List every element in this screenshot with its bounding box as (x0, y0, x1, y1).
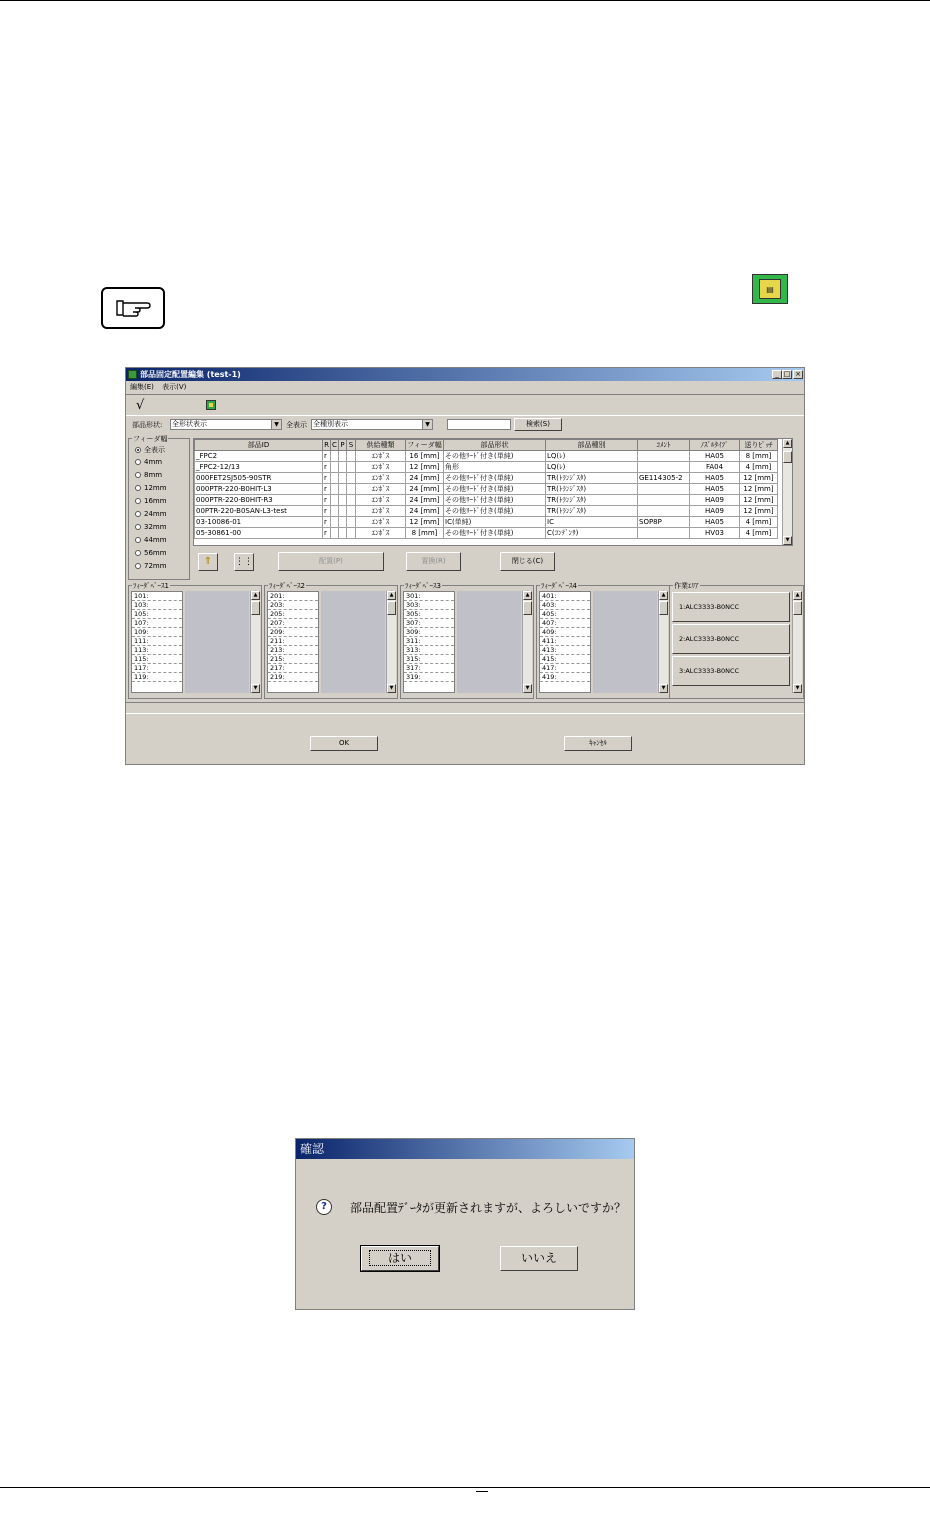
feeder-slot[interactable]: 205: (268, 610, 318, 619)
feeder-base-title: ﾌｨｰﾀﾞﾍﾞｰｽ1 (133, 582, 169, 590)
table-cell (638, 451, 690, 462)
table-cell: 12 [mm] (740, 506, 778, 517)
chevron-down-icon[interactable]: ▼ (422, 420, 432, 429)
table-cell: r (323, 451, 331, 462)
toolbar (126, 394, 804, 416)
table-cell (347, 451, 356, 462)
table-cell: LQ(ﾚ) (546, 451, 638, 462)
table-cell: r (323, 462, 331, 473)
table-cell (339, 484, 347, 495)
table-cell (339, 506, 347, 517)
feeder-slot[interactable]: 101: (132, 592, 182, 601)
table-cell: GE114305-2 (638, 473, 690, 484)
feeder-width-group (128, 435, 190, 580)
menu-view[interactable]: 表示(V) (162, 383, 187, 391)
no-button[interactable]: いいえ (500, 1246, 578, 1271)
table-cell (347, 528, 356, 539)
feeder-slot[interactable]: 115: (132, 655, 182, 664)
table-cell: ｴﾝﾎﾞｽ (356, 528, 406, 539)
table-cell: その他ﾘｰﾄﾞ付き(単純) (444, 506, 546, 517)
table-cell: HA05 (690, 451, 740, 462)
shape-label: 部品形状: (132, 421, 163, 429)
feeder-slot[interactable]: 403: (540, 601, 590, 610)
table-cell: その他ﾘｰﾄﾞ付き(単純) (444, 495, 546, 506)
table-cell: 03-10086-01 (195, 517, 323, 528)
table-cell (339, 517, 347, 528)
type-combo[interactable] (311, 419, 433, 430)
feeder-width-radio[interactable] (135, 510, 167, 518)
table-cell: r (323, 484, 331, 495)
feeder-width-radio[interactable] (135, 484, 167, 492)
table-cell: ｴﾝﾎﾞｽ (356, 506, 406, 517)
feeder-slot[interactable]: 107: (132, 619, 182, 628)
feeder-width-title: フィーダ幅 (133, 435, 168, 443)
table-cell (347, 517, 356, 528)
radio-label: 32mm (144, 523, 167, 531)
search-button[interactable]: 検索(S) (514, 418, 562, 431)
feeder-slot[interactable]: 409: (540, 628, 590, 637)
table-cell: r (323, 473, 331, 484)
feeder-scrollbar[interactable] (522, 591, 532, 693)
radio-dot[interactable] (135, 447, 141, 453)
table-cell (339, 528, 347, 539)
table-cell (347, 473, 356, 484)
table-cell: 4 [mm] (740, 528, 778, 539)
confirm-dialog (295, 1138, 635, 1310)
feeder-base-group (536, 582, 670, 699)
table-cell (339, 462, 347, 473)
table-cell (331, 484, 339, 495)
radio-label: 44mm (144, 536, 167, 544)
feeder-slot[interactable]: 411: (540, 637, 590, 646)
table-cell (347, 462, 356, 473)
table-cell: 8 [mm] (406, 528, 444, 539)
auto-place-icon[interactable]: ⇑ (198, 553, 218, 571)
replace-button[interactable]: 置換(R) (406, 552, 461, 571)
feeder-slot[interactable]: 105: (132, 610, 182, 619)
part-fixed-placement-window (125, 367, 805, 765)
feeder-slot-list (403, 591, 455, 693)
radio-label: 全表示 (144, 446, 165, 454)
table-cell: C(ｺﾝﾃﾞﾝｻ) (546, 528, 638, 539)
feeder-slot[interactable]: 305: (404, 610, 454, 619)
table-cell (331, 506, 339, 517)
feeder-slot-area[interactable] (457, 591, 521, 693)
table-cell (331, 473, 339, 484)
radio-label: 4mm (144, 458, 163, 466)
feeder-slot[interactable]: 217: (268, 664, 318, 673)
bottom-rule (0, 1487, 930, 1488)
feeder-slot[interactable]: 209: (268, 628, 318, 637)
table-cell: 12 [mm] (740, 484, 778, 495)
column-header[interactable]: フィーダ幅 (407, 441, 442, 449)
feeder-slot[interactable]: 407: (540, 619, 590, 628)
table-cell: その他ﾘｰﾄﾞ付き(単純) (444, 473, 546, 484)
dialog-title: 確認 (296, 1139, 634, 1159)
table-cell: HV03 (690, 528, 740, 539)
table-cell (331, 451, 339, 462)
table-cell: その他ﾘｰﾄﾞ付き(単純) (444, 451, 546, 462)
work-area-item[interactable]: 2:ALC3333-B0NCC (672, 624, 790, 654)
table-cell: 24 [mm] (406, 484, 444, 495)
column-header[interactable]: S (347, 440, 356, 451)
table-cell: HA05 (690, 517, 740, 528)
table-cell (331, 517, 339, 528)
table-cell: 05-30861-00 (195, 528, 323, 539)
work-area-group (669, 582, 804, 699)
scroll-thumb[interactable] (783, 451, 792, 463)
radio-dot[interactable] (135, 472, 141, 478)
column-header[interactable]: R (324, 441, 329, 449)
table-cell: その他ﾘｰﾄﾞ付き(単純) (444, 528, 546, 539)
feeder-slot[interactable]: 309: (404, 628, 454, 637)
radio-dot[interactable] (135, 459, 141, 465)
close-button[interactable]: 閉じる(C) (500, 552, 555, 571)
table-cell (638, 506, 690, 517)
feeder-slot[interactable]: 315: (404, 655, 454, 664)
table-cell: r (323, 506, 331, 517)
pointing-hand-icon (101, 287, 165, 329)
scroll-down-icon[interactable]: ▼ (659, 684, 668, 693)
table-row[interactable] (195, 506, 778, 517)
scroll-down-icon[interactable]: ▼ (523, 684, 532, 693)
table-cell: TR(ﾄﾗﾝｼﾞｽﾀ) (546, 473, 638, 484)
scroll-thumb[interactable] (251, 601, 260, 615)
table-cell: ｴﾝﾎﾞｽ (356, 451, 406, 462)
radio-label: 16mm (144, 497, 167, 505)
feeder-slot[interactable]: 103: (132, 601, 182, 610)
parts-table (193, 438, 793, 546)
scroll-down-icon[interactable]: ▼ (251, 684, 260, 693)
maximize-button[interactable]: □ (783, 370, 791, 378)
table-cell: 12 [mm] (406, 462, 444, 473)
feeder-slot[interactable]: 111: (132, 637, 182, 646)
table-row[interactable] (195, 473, 778, 484)
work-area-item[interactable]: 3:ALC3333-B0NCC (672, 656, 790, 686)
table-cell: r (323, 517, 331, 528)
feeder-slot[interactable]: 317: (404, 664, 454, 673)
table-cell (339, 495, 347, 506)
table-cell: 16 [mm] (406, 451, 444, 462)
place-button[interactable]: 配置(P) (278, 552, 384, 571)
table-cell: 8 [mm] (740, 451, 778, 462)
radio-dot[interactable] (135, 550, 141, 556)
ok-button[interactable]: OK (310, 736, 378, 751)
status-bar (126, 702, 804, 714)
radio-label: 8mm (144, 471, 163, 479)
scroll-up-icon[interactable]: ▲ (793, 591, 802, 600)
feeder-slot[interactable]: 113: (132, 646, 182, 655)
table-cell: HA05 (690, 484, 740, 495)
yes-button-label: はい (369, 1250, 431, 1266)
table-cell (339, 451, 347, 462)
feeder-width-radio[interactable] (135, 536, 167, 544)
scroll-thumb[interactable] (793, 601, 802, 615)
table-cell: ｴﾝﾎﾞｽ (356, 473, 406, 484)
feeder-base-title: ﾌｨｰﾀﾞﾍﾞｰｽ4 (541, 582, 577, 590)
feeder-base-group (128, 582, 262, 699)
window-title: 部品固定配置編集 (test-1) (140, 370, 241, 379)
radio-label: 56mm (144, 549, 167, 557)
table-cell: 24 [mm] (406, 495, 444, 506)
feeder-slot[interactable]: 319: (404, 673, 454, 682)
table-cell: 12 [mm] (740, 473, 778, 484)
feeder-width-radio[interactable] (135, 497, 167, 505)
feeder-slot[interactable]: 215: (268, 655, 318, 664)
feeder-slot-area[interactable] (321, 591, 385, 693)
table-cell: 4 [mm] (740, 517, 778, 528)
table-cell: ｴﾝﾎﾞｽ (356, 495, 406, 506)
table-cell: IC (546, 517, 638, 528)
table-cell: LQ(ﾚ) (546, 462, 638, 473)
column-header[interactable]: 部品形状 (444, 440, 546, 451)
chevron-down-icon[interactable]: ▼ (271, 420, 281, 429)
column-header[interactable]: 部品種別 (546, 440, 638, 451)
table-row[interactable] (195, 517, 778, 528)
scroll-up-icon[interactable]: ▲ (659, 591, 668, 600)
search-input[interactable] (447, 419, 511, 430)
table-cell: ｴﾝﾎﾞｽ (356, 484, 406, 495)
feeder-icon-inner: ▤ (759, 279, 781, 299)
page-number-mark (476, 1491, 488, 1492)
table-cell: _FPC2-12/13 (195, 462, 323, 473)
table-cell: IC(単純) (444, 517, 546, 528)
scroll-down-icon[interactable]: ▼ (793, 684, 802, 693)
table-row[interactable] (195, 484, 778, 495)
feeder-scrollbar[interactable] (658, 591, 668, 693)
table-cell: その他ﾘｰﾄﾞ付き(単純) (444, 484, 546, 495)
column-header[interactable]: 送りﾋﾟｯﾁ (740, 440, 778, 451)
table-cell (331, 495, 339, 506)
radio-label: 12mm (144, 484, 167, 492)
feeder-slot[interactable]: 219: (268, 673, 318, 682)
table-cell: HA09 (690, 495, 740, 506)
table-cell (638, 484, 690, 495)
scroll-down-icon[interactable]: ▼ (387, 684, 396, 693)
table-cell: TR(ﾄﾗﾝｼﾞｽﾀ) (546, 484, 638, 495)
top-rule (0, 0, 930, 1)
table-cell (339, 473, 347, 484)
window-titlebar (126, 368, 804, 381)
feeder-slot[interactable]: 419: (540, 673, 590, 682)
question-icon: ? (316, 1199, 332, 1215)
table-cell: 24 [mm] (406, 506, 444, 517)
feeder-slot[interactable]: 307: (404, 619, 454, 628)
column-header[interactable]: P (340, 441, 345, 449)
work-area-title: 作業ｴﾘｱ (674, 582, 699, 590)
list-icon[interactable]: ⋮⋮ (234, 553, 254, 571)
table-cell: 24 [mm] (406, 473, 444, 484)
feeder-slot[interactable]: 301: (404, 592, 454, 601)
table-cell: 00PTR-220-B0SAN-L3-test (195, 506, 323, 517)
table-cell: HA09 (690, 506, 740, 517)
shape-combo-value: 全形状表示 (172, 420, 207, 428)
table-cell: r (323, 495, 331, 506)
feeder-base-title: ﾌｨｰﾀﾞﾍﾞｰｽ3 (405, 582, 441, 590)
type-combo-value: 全種別表示 (313, 420, 348, 428)
feeder-slot[interactable]: 405: (540, 610, 590, 619)
table-cell: r (323, 528, 331, 539)
yes-button[interactable] (361, 1246, 439, 1271)
feeder-slot[interactable]: 413: (540, 646, 590, 655)
feeder-scrollbar[interactable] (386, 591, 396, 693)
close-window-button[interactable]: × (793, 370, 803, 379)
table-row[interactable] (195, 451, 778, 462)
feeder-slot[interactable]: 201: (268, 592, 318, 601)
table-cell: ｴﾝﾎﾞｽ (356, 517, 406, 528)
table-cell: 000PTR-220-B0HIT-L3 (195, 484, 323, 495)
feeder-base-group (400, 582, 534, 699)
feeder-width-radio[interactable] (135, 471, 162, 479)
work-area-item[interactable]: 1:ALC3333-B0NCC (672, 592, 790, 622)
feeder-slot-list (131, 591, 183, 693)
table-scrollbar[interactable] (782, 439, 792, 545)
radio-label: 72mm (144, 562, 167, 570)
work-area-scrollbar[interactable] (792, 591, 802, 693)
feeder-base-title: ﾌｨｰﾀﾞﾍﾞｰｽ2 (269, 582, 305, 590)
feeder-width-radio[interactable] (135, 458, 162, 466)
feeder-width-radio[interactable] (135, 523, 167, 531)
feeder-base-group (264, 582, 398, 699)
shape-combo[interactable] (170, 419, 282, 430)
feeder-slot-list (267, 591, 319, 693)
feeder-width-radio[interactable] (135, 562, 167, 570)
scroll-up-icon[interactable]: ▲ (783, 439, 792, 448)
feeder-slot[interactable]: 207: (268, 619, 318, 628)
table-cell (331, 462, 339, 473)
radio-dot[interactable] (135, 498, 141, 504)
cancel-button[interactable]: ｷｬﾝｾﾙ (564, 736, 632, 751)
feeder-slot[interactable]: 213: (268, 646, 318, 655)
feeder-slot[interactable]: 109: (132, 628, 182, 637)
feeder-slot[interactable]: 311: (404, 637, 454, 646)
table-cell: FA04 (690, 462, 740, 473)
feeder-slot-area[interactable] (593, 591, 657, 693)
menu-edit[interactable]: 編集(E) (130, 383, 154, 391)
feeder-slot[interactable]: 303: (404, 601, 454, 610)
feeder-slot-list (539, 591, 591, 693)
table-row[interactable] (195, 495, 778, 506)
table-cell: SOP8P (638, 517, 690, 528)
feeder-slot[interactable]: 415: (540, 655, 590, 664)
radio-dot[interactable] (135, 537, 141, 543)
table-cell: 000PTR-220-B0HIT-R3 (195, 495, 323, 506)
table-row[interactable] (195, 462, 778, 473)
table-cell (347, 506, 356, 517)
column-header[interactable]: C (332, 441, 337, 449)
checkmark-button[interactable]: √ (136, 398, 145, 413)
radio-dot[interactable] (135, 511, 141, 517)
column-header[interactable]: 供給種類 (356, 440, 406, 451)
feeder-slot[interactable]: 211: (268, 637, 318, 646)
table-cell (638, 462, 690, 473)
minimize-button[interactable]: _ (772, 370, 782, 379)
scroll-thumb[interactable] (523, 601, 532, 615)
type-label: 全表示 (286, 421, 307, 429)
radio-label: 24mm (144, 510, 167, 518)
feeder-width-radio[interactable] (135, 549, 167, 557)
table-row[interactable] (195, 528, 778, 539)
table-cell: HA05 (690, 473, 740, 484)
feeder-toolbar-icon[interactable] (206, 400, 216, 410)
table-cell: TR(ﾄﾗﾝｼﾞｽﾀ) (546, 506, 638, 517)
table-cell (638, 528, 690, 539)
dialog-message: 部品配置ﾃﾞｰﾀが更新されますが、よろしいですか？ (350, 1201, 627, 1215)
table-cell: ｴﾝﾎﾞｽ (356, 462, 406, 473)
feeder-slot[interactable]: 313: (404, 646, 454, 655)
column-header[interactable]: ｺﾒﾝﾄ (638, 440, 690, 451)
feeder-slot[interactable]: 417: (540, 664, 590, 673)
table-cell (331, 528, 339, 539)
column-header[interactable]: 部品ID (195, 440, 323, 451)
radio-dot[interactable] (135, 563, 141, 569)
radio-dot[interactable] (135, 485, 141, 491)
feeder-slot[interactable]: 119: (132, 673, 182, 682)
scroll-thumb[interactable] (659, 601, 668, 615)
feeder-icon[interactable] (752, 274, 788, 304)
feeder-slot[interactable]: 203: (268, 601, 318, 610)
table-cell: 000FET2SJ505-90STR (195, 473, 323, 484)
feeder-scrollbar[interactable] (250, 591, 260, 693)
table-cell: _FPC2 (195, 451, 323, 462)
scroll-thumb[interactable] (387, 601, 396, 615)
app-icon (128, 370, 137, 379)
radio-dot[interactable] (135, 524, 141, 530)
table-cell (347, 484, 356, 495)
feeder-slot-area[interactable] (185, 591, 249, 693)
feeder-slot[interactable]: 117: (132, 664, 182, 673)
menubar (130, 382, 192, 392)
table-cell (638, 495, 690, 506)
table-cell: TR(ﾄﾗﾝｼﾞｽﾀ) (546, 495, 638, 506)
scroll-down-icon[interactable]: ▼ (783, 536, 792, 545)
scroll-up-icon[interactable]: ▲ (387, 591, 396, 600)
table-cell (347, 495, 356, 506)
column-header[interactable]: ﾉｽﾞﾙﾀｲﾌﾟ (690, 440, 740, 451)
table-cell: 4 [mm] (740, 462, 778, 473)
table-cell: 角形 (444, 462, 546, 473)
feeder-slot[interactable]: 401: (540, 592, 590, 601)
feeder-width-radio[interactable] (135, 445, 165, 455)
scroll-up-icon[interactable]: ▲ (251, 591, 260, 600)
scroll-up-icon[interactable]: ▲ (523, 591, 532, 600)
table-cell: 12 [mm] (740, 495, 778, 506)
table-cell: 12 [mm] (406, 517, 444, 528)
